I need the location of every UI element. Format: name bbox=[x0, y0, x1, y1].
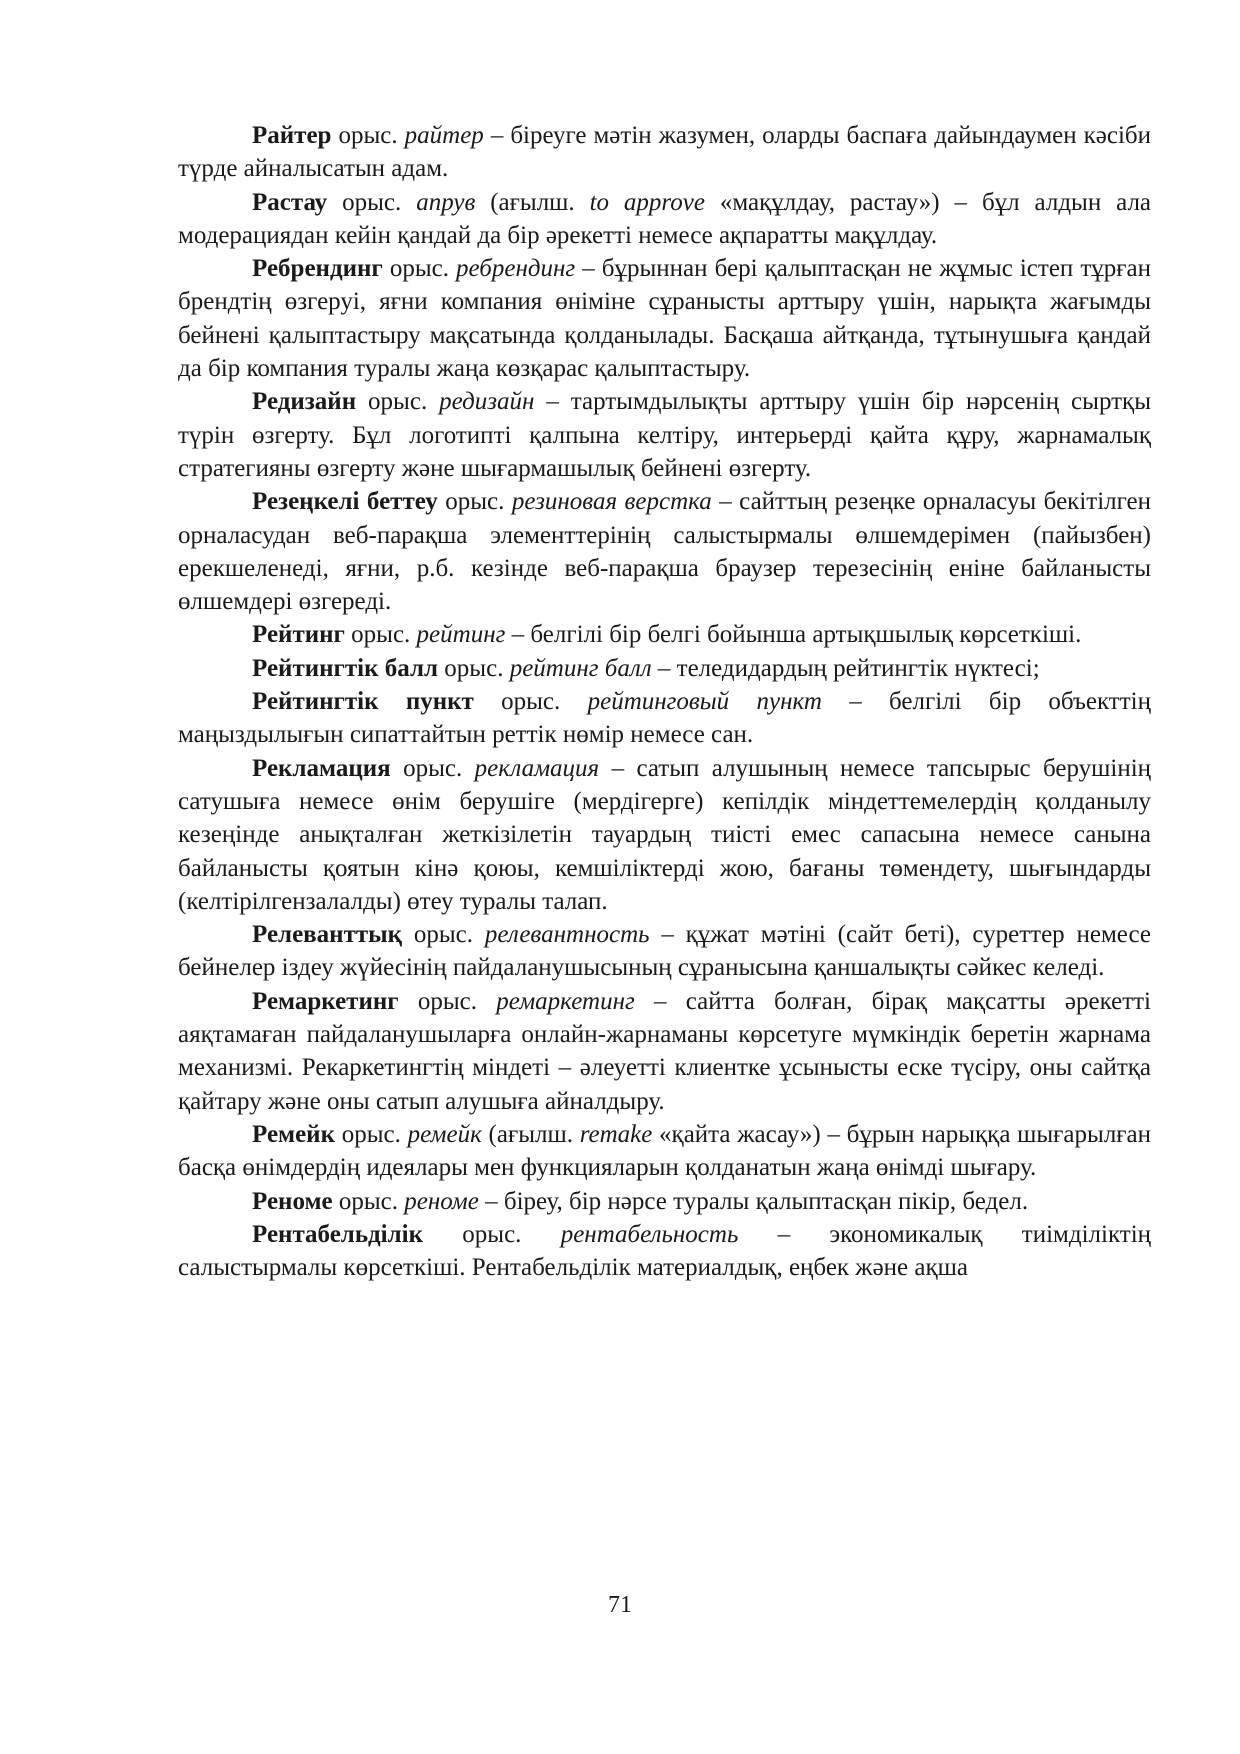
glossary-entry bbox=[178, 1118, 1151, 1185]
glossary-entry bbox=[178, 618, 1151, 651]
entry-definition: – біреу, бір нәрсе туралы қалыптасқан пікір, бедел. bbox=[478, 1187, 1029, 1215]
entry-lang: орыс. bbox=[413, 921, 474, 949]
entry-term: Ребрендинг bbox=[252, 255, 383, 283]
entry-term: Растау bbox=[252, 188, 328, 216]
entry-source-word: to approve bbox=[589, 188, 705, 216]
entry-russian: ремейк bbox=[407, 1120, 482, 1148]
entry-term: Рейтингтік балл bbox=[252, 654, 439, 682]
glossary-entry bbox=[178, 1185, 1151, 1218]
entry-russian: резиновая верстка bbox=[511, 488, 712, 516]
entry-lang: орыс. bbox=[351, 621, 411, 649]
entry-lang: орыс. bbox=[444, 654, 504, 682]
entry-russian: райтер bbox=[404, 122, 484, 149]
entry-russian: рекламация bbox=[474, 754, 600, 782]
entry-definition: – белгілі бір белгі бойынша артықшылық көрсеткіші. bbox=[505, 621, 1082, 649]
entry-term: Рейтинг bbox=[252, 621, 345, 649]
entry-lang: орыс. bbox=[462, 1220, 522, 1248]
glossary-entry bbox=[178, 918, 1151, 985]
entry-russian: рейтинг балл bbox=[509, 654, 652, 682]
entry-russian: рентабельность bbox=[560, 1220, 739, 1248]
entry-definition: – белгілі бір объекттің маңыздылығын сипаттайтын реттік нөмір немесе сан. bbox=[178, 688, 1151, 749]
entry-russian: апрув bbox=[416, 188, 476, 216]
entry-term: Резеңкелі беттеу bbox=[252, 488, 438, 516]
entry-lang: орыс. bbox=[403, 754, 463, 782]
entry-definition: – сатып алушының немесе тапсырыс берушінің сатушыға немесе өнім берушіге (мердігерге) кепілдік міндеттемелердің қолданылу кезеңінде анықталған жеткізілетін тауардың тиісті емес сапасына немесе санына байланысты қоятын кінә қоюы, кемшіліктерді жою, бағаны төмендету, шығындарды (келтірілгензалалды) өтеу туралы талап. bbox=[178, 754, 1152, 915]
entry-russian: ремаркетинг bbox=[496, 987, 635, 1015]
entry-term: Рентабельділік bbox=[252, 1220, 424, 1248]
glossary-entry bbox=[178, 186, 1151, 253]
glossary-entry bbox=[178, 485, 1151, 618]
entry-lang: орыс. bbox=[501, 688, 561, 716]
entry-lang: орыс. bbox=[368, 388, 428, 416]
entry-lang: орыс. bbox=[341, 1120, 401, 1148]
glossary-entry bbox=[178, 252, 1151, 385]
entry-definition: – бұрын нарыққа шығарылған басқа өнімдердің идеялары мен функцияларын қолданатын жаңа өнімді шығару. bbox=[178, 1120, 1152, 1182]
entry-definition: – құжат мәтіні (сайт беті), суреттер немесе бейнелер іздеу жүйесінің пайдаланушысының сұранысына қаншалықты сәйкес келеді. bbox=[178, 921, 1151, 982]
glossary-entry bbox=[178, 1218, 1151, 1285]
entry-term: Релеванттық bbox=[252, 921, 403, 949]
entry-definition: – сайтта болған, бірақ мақсатты әрекетті аяқтамаған пайдаланушыларға онлайн-жарнаманы көрсетуге мүмкіндік беретін жарнама механизмі. Рекаркетингтің міндеті – әлеуетті клиентке ұсынысты еске түсіру, оны сайтқа қайтару және оны сатып алушыға айналдыру. bbox=[178, 987, 1151, 1115]
entry-term: Ремаркетинг bbox=[252, 987, 399, 1015]
entry-source-word: remake bbox=[579, 1120, 653, 1148]
entry-source-gloss: «мақұлдау, растау») bbox=[704, 188, 940, 216]
entry-definition: – сайттың резеңке орналасуы бекітілген орналасудан веб-парақша элементтерінің салыстырмалы өлшемдерімен (пайызбен) ерекшеленеді, яғни, р.б. кезінде веб-парақша браузер терезесінің еніне байланысты өлшемдері өзгереді. bbox=[178, 488, 1152, 616]
entry-term: Райтер bbox=[252, 122, 332, 149]
glossary-entry bbox=[178, 385, 1151, 485]
entry-source-lang: ағылш. bbox=[496, 1120, 580, 1148]
glossary-text bbox=[178, 119, 1151, 1284]
entry-lang: орыс. bbox=[338, 122, 398, 149]
entry-term: Ремейк bbox=[252, 1120, 335, 1148]
entry-source-lang: ағылш. bbox=[498, 188, 590, 216]
entry-russian: редизайн bbox=[439, 388, 535, 416]
entry-russian: рейтинг bbox=[416, 621, 506, 649]
entry-lang: орыс. bbox=[445, 488, 505, 516]
entry-term: Редизайн bbox=[252, 388, 357, 416]
entry-definition: – тартымдылықты арттыру үшін бір нәрсенің сыртқы түрін өзгерту. Бұл логотипті қалпына келтіру, интерьерді қайта құру, жарнамалық стратегияны өзгерту және шығармашылық бейнені өзгерту. bbox=[178, 388, 1151, 482]
entry-open-paren: ( bbox=[481, 1120, 497, 1148]
entry-term: Рекламация bbox=[252, 754, 391, 782]
entry-lang: орыс. bbox=[389, 255, 449, 283]
entry-definition: – теледидардың рейтингтік нүктесі; bbox=[651, 654, 1040, 682]
entry-term: Рейтингтік пункт bbox=[252, 688, 474, 716]
glossary-entry bbox=[178, 985, 1151, 1118]
entry-lang: орыс. bbox=[338, 1187, 398, 1215]
entry-term: Реноме bbox=[252, 1187, 333, 1215]
entry-definition: – экономикалық тиімділіктің салыстырмалы көрсеткіші. Рентабельділік материалдық, еңбек және ақша bbox=[178, 1220, 1152, 1282]
glossary-entry bbox=[178, 119, 1151, 186]
glossary-entry bbox=[178, 752, 1151, 918]
entry-russian: реноме bbox=[404, 1187, 479, 1215]
entry-lang: орыс. bbox=[342, 188, 402, 216]
entry-definition: – бұл алдын ала модерациядан кейін қандай да бір әрекетті немесе ақпаратты мақұлдау. bbox=[178, 188, 1152, 249]
glossary-entry bbox=[178, 652, 1151, 685]
entry-russian: релевантность bbox=[484, 921, 650, 949]
glossary-entry bbox=[178, 685, 1151, 752]
entry-definition: – бұрыннан бері қалыптасқан не жұмыс істеп тұрған брендтің өзгеруі, яғни компания өніміне сұранысты арттыру үшін, нарықта жағымды бейнені қалыптастыру мақсатында қолданылады. Басқаша айтқанда, тұтынушыға қандай да бір компания туралы жаңа көзқарас қалыптастыру. bbox=[178, 255, 1152, 383]
entry-definition: – біреуге мәтін жазумен, оларды баспаға дайындаумен кәсіби түрде айналысатын адам. bbox=[178, 122, 1152, 183]
entry-lang: орыс. bbox=[417, 987, 478, 1015]
entry-russian: рейтинговый пункт bbox=[587, 688, 822, 716]
entry-russian: ребрендинг bbox=[456, 255, 576, 283]
entry-source-gloss: «қайта жасау») bbox=[652, 1120, 821, 1148]
entry-open-paren: ( bbox=[475, 188, 499, 216]
page-number: 71 bbox=[608, 1592, 632, 1618]
